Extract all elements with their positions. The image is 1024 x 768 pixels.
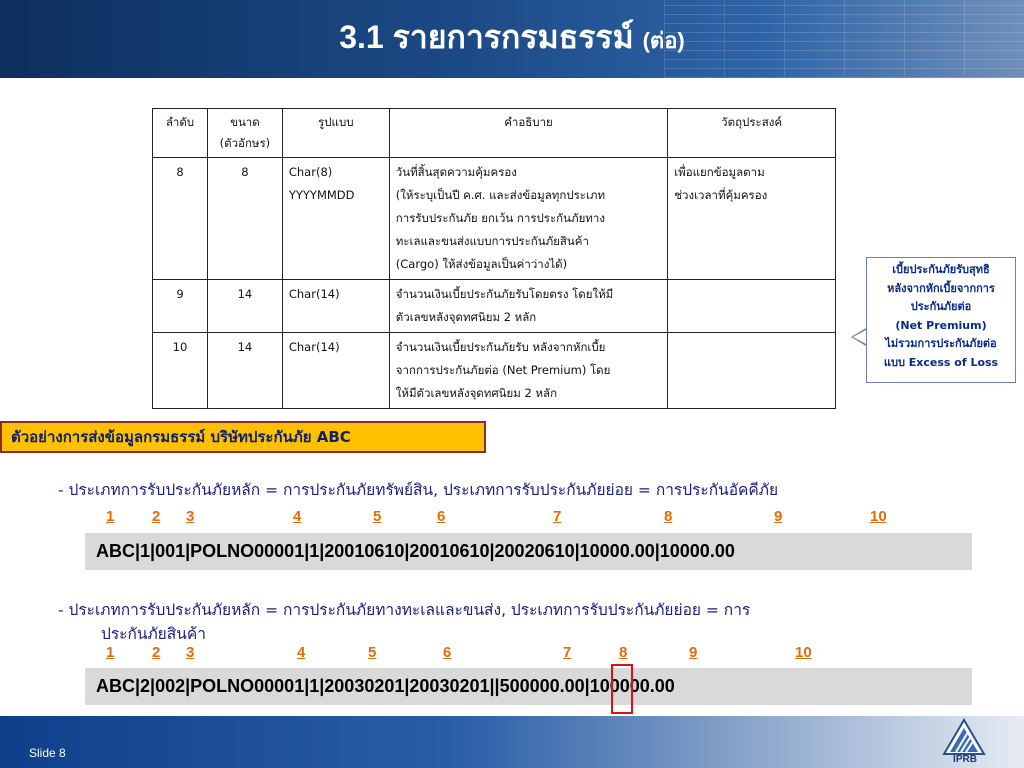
empty-field-highlight (611, 664, 633, 714)
field-number-link[interactable]: 5 (373, 508, 382, 525)
callout-line: แบบ Excess of Loss (883, 355, 999, 369)
cell-seq: 8 (153, 158, 208, 280)
field-number-link[interactable]: 8 (619, 644, 628, 661)
cell-size: 14 (207, 333, 282, 409)
field-number-link[interactable]: 10 (870, 508, 887, 525)
example1-data-record: ABC|1|001|POLNO00001|1|20010610|20010610|20020610|10000.00|10000.00 (85, 533, 972, 570)
col-purpose-header: วัตถุประสงค์ (668, 109, 836, 158)
cell-purpose (668, 280, 836, 333)
field-number-link[interactable]: 2 (152, 508, 161, 525)
field-number-link[interactable]: 3 (186, 644, 195, 661)
field-number-link[interactable]: 7 (553, 508, 562, 525)
example2-description-line1: - ประเภทการรับประกันภัยหลัก = การประกันภัยทางทะเลและขนส่ง, ประเภทการรับประกันภัยย่อย = การ (58, 601, 751, 619)
cell-size: 14 (207, 280, 282, 333)
slide-footer (0, 716, 1024, 768)
callout-pointer-fill (853, 330, 866, 344)
field-number-link[interactable]: 4 (297, 644, 306, 661)
field-number-link[interactable]: 1 (106, 644, 115, 661)
field-number-link[interactable]: 4 (293, 508, 302, 525)
field-number-link[interactable]: 9 (774, 508, 783, 525)
callout-line: (Net Premium) (895, 318, 987, 332)
cell-size: 8 (207, 158, 282, 280)
field-number-link[interactable]: 7 (563, 644, 572, 661)
table-row (153, 280, 836, 333)
callout-line: ประกันภัยต่อ (910, 300, 972, 313)
slide-header (0, 0, 1024, 78)
cell-seq: 9 (153, 280, 208, 333)
cell-purpose: เพื่อแยกข้อมูลตาม ช่วงเวลาที่คุ้มครอง (668, 158, 836, 280)
callout-line: ไม่รวมการประกันภัยต่อ (885, 337, 997, 350)
field-number-link[interactable]: 5 (368, 644, 377, 661)
field-number-link[interactable]: 1 (106, 508, 115, 525)
table-row (153, 158, 836, 280)
title-suffix: (ต่อ) (642, 28, 685, 53)
slide-number: Slide 8 (29, 746, 66, 760)
field-number-link[interactable]: 8 (664, 508, 673, 525)
logo-text: IPRB (953, 754, 977, 765)
example2-data-record: ABC|2|002|POLNO00001|1|20030201|20030201||500000.00|100000.00 (85, 668, 972, 705)
cell-desc: วันที่สิ้นสุดความคุ้มครอง (ให้ระบุเป็นปี ค.ศ. และส่งข้อมูลทุกประเภท การรับประกันภัย ยกเว้น การประกันภัยทาง ทะเลและขนส่งแบบการประกันภัยสินค้า (Cargo) ให้ส่งข้อมูลเป็นค่าว่างได้) (389, 158, 667, 280)
col-seq-header: ลำดับ (153, 109, 208, 158)
table-header-row (153, 109, 836, 158)
example2-description-line2: ประกันภัยสินค้า (101, 625, 206, 643)
col-format-header: รูปแบบ (282, 109, 389, 158)
cell-format: Char(8) YYYYMMDD (282, 158, 389, 280)
title-main: 3.1 รายการกรมธรรม์ (339, 19, 634, 55)
example-section-label: ตัวอย่างการส่งข้อมูลกรมธรรม์ บริษัทประกันภัย ABC (0, 421, 486, 453)
field-number-link[interactable]: 10 (795, 644, 812, 661)
cell-desc: จำนวนเงินเบี้ยประกันภัยรับ หลังจากหักเบี้ย จากการประกันภัยต่อ (Net Premium) โดย ให้มีตัวเลขหลังจุดทศนิยม 2 หลัก (389, 333, 667, 409)
cell-seq: 10 (153, 333, 208, 409)
table-row (153, 333, 836, 409)
cell-format: Char(14) (282, 280, 389, 333)
cell-desc: จำนวนเงินเบี้ยประกันภัยรับโดยตรง โดยให้มี ตัวเลขหลังจุดทศนิยม 2 หลัก (389, 280, 667, 333)
field-number-link[interactable]: 6 (437, 508, 446, 525)
net-premium-callout (866, 257, 1016, 383)
field-number-link[interactable]: 3 (186, 508, 195, 525)
field-number-link[interactable]: 2 (152, 644, 161, 661)
col-desc-header: คำอธิบาย (389, 109, 667, 158)
callout-line: หลังจากหักเบี้ยจากการ (887, 281, 995, 295)
cell-purpose (668, 333, 836, 409)
field-spec-table (152, 108, 836, 409)
field-number-link[interactable]: 6 (443, 644, 452, 661)
example1-description: - ประเภทการรับประกันภัยหลัก = การประกันภัยทรัพย์สิน, ประเภทการรับประกันภัยย่อย = การประกันอัคคีภัย (58, 481, 779, 499)
callout-line: เบี้ยประกันภัยรับสุทธิ (892, 263, 990, 276)
field-number-link[interactable]: 9 (689, 644, 698, 661)
cell-format: Char(14) (282, 333, 389, 409)
slide-title (0, 12, 1024, 63)
col-size-header: ขนาด (ตัวอักษร) (207, 109, 282, 158)
